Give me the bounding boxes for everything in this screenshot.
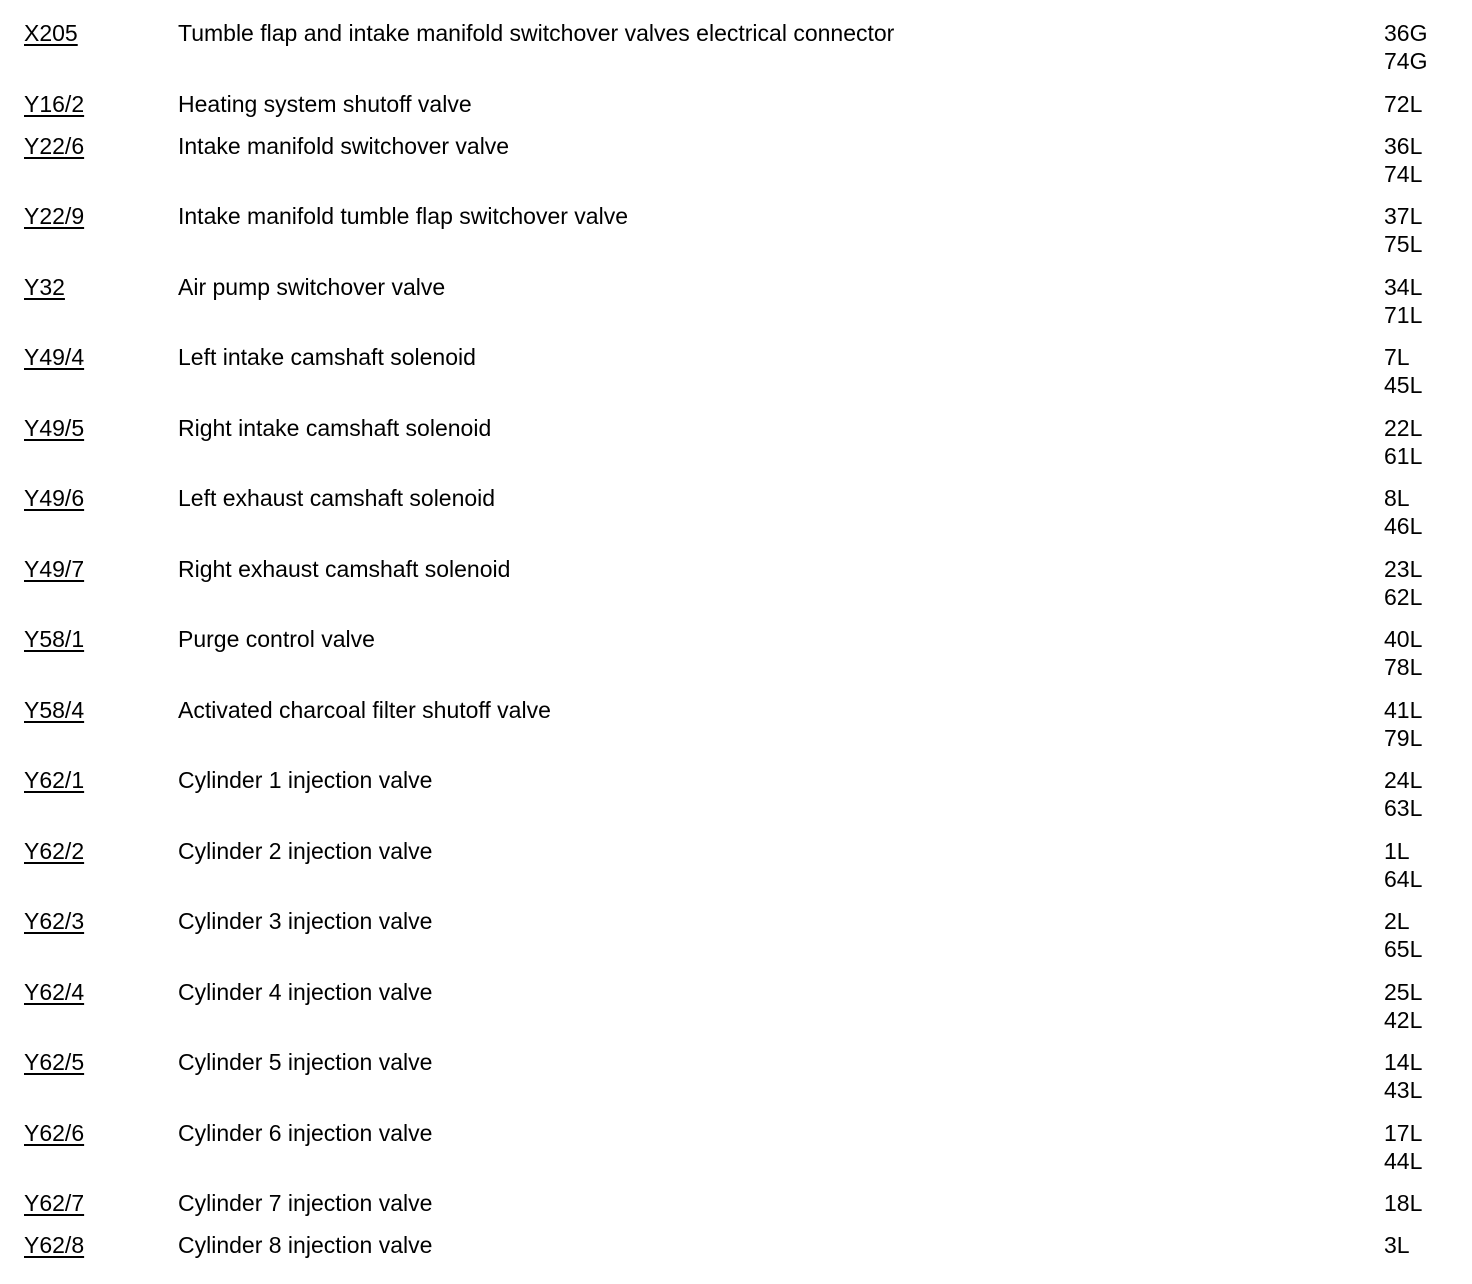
grid-coordinates [1384,202,1422,258]
grid-coordinate: 36L [1384,132,1423,159]
component-description: Left exhaust camshaft solenoid [178,485,496,511]
component-description: Cylinder 6 injection valve [178,1119,433,1146]
grid-coordinates [1384,907,1422,963]
grid-coordinate: 64L [1384,865,1423,892]
component-description: Air pump switchover valve [178,273,446,300]
component-description: Right exhaust camshaft solenoid [178,555,511,582]
component-code-link[interactable]: Y62/1 [24,767,85,793]
grid-coordinate: 8L [1384,485,1410,511]
component-description: Cylinder 1 injection valve [178,767,433,793]
grid-coordinate: 79L [1384,724,1423,751]
grid-coordinate: 7L [1384,344,1410,370]
grid-coordinates [1384,273,1422,329]
grid-coordinates [1384,837,1422,893]
component-description: Cylinder 7 injection valve [178,1190,433,1216]
grid-coordinate: 74G [1384,48,1428,74]
grid-coordinates [1384,1231,1410,1259]
grid-coordinate: 74L [1384,160,1423,187]
component-code-link[interactable]: Y16/2 [24,90,85,117]
grid-coordinate: 62L [1384,583,1423,610]
component-description: Cylinder 2 injection valve [178,837,433,864]
component-code-link[interactable]: Y58/4 [24,696,85,723]
component-code-link[interactable]: Y49/7 [24,555,85,582]
component-code-link[interactable]: Y62/4 [24,978,85,1005]
grid-coordinate: 25L [1384,978,1423,1005]
grid-coordinate: 45L [1384,372,1423,398]
grid-coordinate: 1L [1384,837,1410,864]
component-code-link[interactable]: Y62/3 [24,908,85,934]
grid-coordinate: 75L [1384,231,1423,257]
grid-coordinate: 61L [1384,442,1423,469]
component-description: Cylinder 3 injection valve [178,908,433,934]
grid-coordinates [1384,1119,1422,1175]
grid-coordinate: 34L [1384,273,1423,300]
component-description: Tumble flap and intake manifold switchover valves electrical connector [178,20,895,46]
grid-coordinate: 65L [1384,936,1423,962]
grid-coordinate: 44L [1384,1147,1423,1174]
grid-coordinates [1384,696,1422,752]
grid-coordinate: 37L [1384,203,1423,229]
component-description: Purge control valve [178,626,375,652]
grid-coordinates [1384,625,1422,681]
grid-coordinates [1384,555,1422,611]
component-description: Cylinder 8 injection valve [178,1232,433,1258]
component-code-link[interactable]: Y49/5 [24,414,85,441]
grid-coordinates [1384,978,1422,1034]
grid-coordinate: 46L [1384,513,1423,539]
grid-coordinate: 23L [1384,555,1423,582]
grid-coordinates [1384,1048,1422,1104]
component-description: Right intake camshaft solenoid [178,414,492,441]
component-description: Cylinder 5 injection valve [178,1049,433,1075]
grid-coordinate: 78L [1384,654,1423,680]
grid-coordinate: 72L [1384,90,1423,117]
grid-coordinate: 63L [1384,795,1423,821]
component-description: Cylinder 4 injection valve [178,978,433,1005]
grid-coordinate: 41L [1384,696,1423,723]
grid-coordinate: 43L [1384,1077,1423,1103]
component-code-link[interactable]: Y49/6 [24,485,85,511]
component-description: Heating system shutoff valve [178,90,472,117]
component-description: Activated charcoal filter shutoff valve [178,696,551,723]
grid-coordinate: 2L [1384,908,1410,934]
component-code-link[interactable]: Y22/6 [24,132,85,159]
grid-coordinate: 17L [1384,1119,1423,1146]
grid-coordinate: 24L [1384,767,1423,793]
grid-coordinate: 42L [1384,1006,1423,1033]
component-code-link[interactable]: Y62/6 [24,1119,85,1146]
component-code-link[interactable]: Y62/7 [24,1190,85,1216]
grid-coordinate: 71L [1384,301,1423,328]
component-description: Intake manifold tumble flap switchover valve [178,203,628,229]
grid-coordinate: 36G [1384,20,1428,46]
component-code-link[interactable]: Y32 [24,273,65,300]
grid-coordinate: 3L [1384,1232,1410,1258]
component-code-link[interactable]: Y62/8 [24,1232,85,1258]
component-code-link[interactable]: Y62/2 [24,837,85,864]
grid-coordinate: 14L [1384,1049,1423,1075]
component-description: Intake manifold switchover valve [178,132,510,159]
component-code-link[interactable]: Y49/4 [24,344,85,370]
grid-coordinates [1384,19,1427,75]
grid-coordinate: 22L [1384,414,1423,441]
component-description: Left intake camshaft solenoid [178,344,476,370]
grid-coordinates [1384,343,1422,399]
grid-coordinates [1384,766,1422,822]
component-code-link[interactable]: Y62/5 [24,1049,85,1075]
grid-coordinate: 18L [1384,1190,1423,1216]
grid-coordinates [1384,132,1422,188]
component-code-link[interactable]: Y22/9 [24,203,85,229]
grid-coordinates [1384,484,1422,540]
grid-coordinates [1384,1189,1422,1217]
grid-coordinates [1384,414,1422,470]
component-code-link[interactable]: Y58/1 [24,626,85,652]
grid-coordinates [1384,90,1422,118]
component-code-link[interactable]: X205 [24,20,78,46]
grid-coordinate: 40L [1384,626,1423,652]
